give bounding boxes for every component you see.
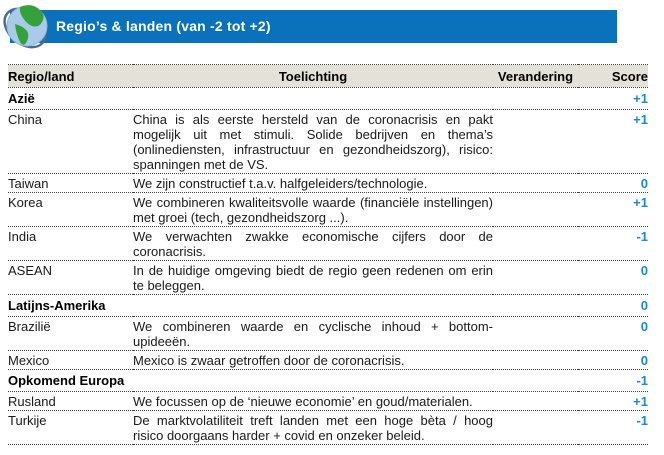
verandering-cell — [493, 174, 578, 193]
regions-table — [8, 64, 648, 445]
verandering-cell — [493, 110, 578, 174]
row-mexico — [8, 351, 648, 370]
score-value: 0 — [578, 351, 648, 370]
row-india — [8, 227, 648, 261]
row-rusland — [8, 392, 648, 411]
toelichting-cell — [133, 370, 493, 392]
column-header-regio-land: Regio/land — [8, 65, 133, 88]
toelichting-cell: In de huidige omgeving biedt de regio geen redenen om erin te beleggen. — [133, 261, 493, 295]
verandering-cell — [493, 392, 578, 411]
region-label: Korea — [8, 193, 133, 227]
verandering-cell — [493, 295, 578, 317]
toelichting-cell: We focussen op de ‘nieuwe economie’ en goud/materialen. — [133, 392, 493, 411]
toelichting-cell: We combineren waarde en cyclische inhoud + bottom-upideeën. — [133, 317, 493, 351]
score-value: -1 — [578, 411, 648, 445]
verandering-cell — [493, 317, 578, 351]
toelichting-cell — [133, 295, 493, 317]
region-label: ASEAN — [8, 261, 133, 295]
table-header — [8, 65, 648, 88]
verandering-cell — [493, 193, 578, 227]
region-label: Rusland — [8, 392, 133, 411]
row-opkomend-europa — [8, 370, 648, 392]
score-value: 0 — [578, 317, 648, 351]
score-value: 0 — [578, 261, 648, 295]
toelichting-cell: Mexico is zwaar getroffen door de coronacrisis. — [133, 351, 493, 370]
score-value: 0 — [578, 295, 648, 317]
region-label: Turkije — [8, 411, 133, 445]
region-label: Opkomend Europa — [8, 370, 133, 392]
globe-icon — [1, 1, 51, 53]
column-header-toelichting: Toelichting — [133, 65, 493, 88]
score-value: +1 — [578, 193, 648, 227]
region-label: China — [8, 110, 133, 174]
score-value: +1 — [578, 110, 648, 174]
verandering-cell — [493, 411, 578, 445]
toelichting-cell: We verwachten zwakke economische cijfers door de coronacrisis. — [133, 227, 493, 261]
verandering-cell — [493, 227, 578, 261]
verandering-cell — [493, 88, 578, 110]
region-label: Latijns-Amerika — [8, 295, 133, 317]
column-header-verandering: Verandering — [493, 65, 578, 88]
row-asean — [8, 261, 648, 295]
header-row — [8, 65, 648, 88]
score-value: -1 — [578, 227, 648, 261]
verandering-cell — [493, 261, 578, 295]
toelichting-cell: De marktvolatiliteit treft landen met een hoge bèta / hoog risico doorgaans harder + covid en onzeker beleid. — [133, 411, 493, 445]
region-label: India — [8, 227, 133, 261]
verandering-cell — [493, 370, 578, 392]
row-brazilie — [8, 317, 648, 351]
verandering-cell — [493, 351, 578, 370]
table-body — [8, 88, 648, 445]
section-header-bar — [10, 10, 617, 43]
score-value: 0 — [578, 174, 648, 193]
region-label: Azië — [8, 88, 133, 110]
row-korea — [8, 193, 648, 227]
region-label: Mexico — [8, 351, 133, 370]
toelichting-cell — [133, 88, 493, 110]
column-header-score: Score — [578, 65, 648, 88]
row-turkije — [8, 411, 648, 445]
row-azie — [8, 88, 648, 110]
region-label: Taiwan — [8, 174, 133, 193]
toelichting-cell: We combineren kwaliteitsvolle waarde (financiële instellingen) met groei (tech, gezondheidszorg ...). — [133, 193, 493, 227]
score-value: +1 — [578, 392, 648, 411]
toelichting-cell: China is als eerste hersteld van de coronacrisis en pakt mogelijk uit met stimuli. Solide bedrijven en thema’s (onlinediensten, infrastructuur en gezondheidszorg), risico: spanningen met de VS. — [133, 110, 493, 174]
row-latijns-amerika — [8, 295, 648, 317]
row-taiwan — [8, 174, 648, 193]
row-china — [8, 110, 648, 174]
region-label: Brazilië — [8, 317, 133, 351]
toelichting-cell: We zijn constructief t.a.v. halfgeleiders/technologie. — [133, 174, 493, 193]
section-title: Regio’s & landen (van -2 tot +2) — [56, 18, 271, 34]
score-value: -1 — [578, 370, 648, 392]
score-value: +1 — [578, 88, 648, 110]
